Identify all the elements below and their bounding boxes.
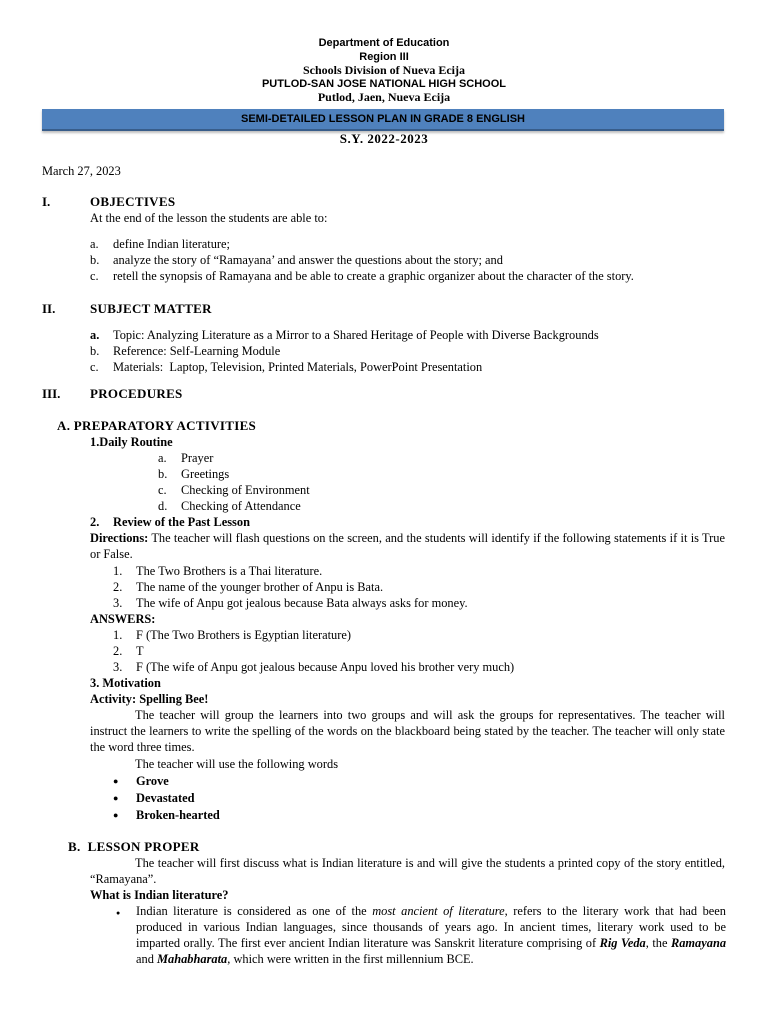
answer-item: F (The Two Brothers is Egyptian literature) [136,628,352,642]
lesson-proper-title: B. LESSON PROPER [68,839,200,854]
subject-item: Materials: Laptop, Television, Printed Materials, PowerPoint Presentation [113,360,483,374]
header-region: Region III [359,51,409,63]
spelling-word: Grove [136,774,169,788]
objective-item: define Indian literature; [113,237,230,251]
answer-marker: 3. [113,660,123,674]
activity-text: The teacher will group the learners into two groups and will ask the groups for representatives. The teacher will instruct the learners to write the spelling of the words on the blackboard being stated by the teacher. The teacher will only state the word three times. [90,708,725,754]
lit-text: Indian literature is considered as one of the [136,904,373,918]
subject-item: Topic: Analyzing Literature as a Mirror to a Shared Heritage of People with Diverse Backgrounds [113,328,599,342]
objective-item: retell the synopsis of Ramayana and be able to create a graphic organizer about the character of the story. [113,269,634,283]
question-marker: 1. [113,564,123,578]
lit-text: and [136,952,157,966]
answer-marker: 1. [113,628,123,642]
header-school: PUTLOD-SAN JOSE NATIONAL HIGH SCHOOL [261,78,507,90]
routine-marker: d. [158,499,168,513]
lesson-plan-banner: SEMI-DETAILED LESSON PLAN IN GRADE 8 ENGLISH [42,109,724,131]
subject-title: SUBJECT MATTER [90,301,212,316]
motivation-title: 3. Motivation [90,676,161,690]
objectives-number: I. [42,194,51,209]
lit-emphasis: most ancient of literature [372,904,505,918]
preparatory-activities-title: A. PREPARATORY ACTIVITIES [57,418,257,433]
subject-marker: b. [90,344,100,358]
routine-item: Checking of Attendance [181,499,301,513]
spelling-word: Devastated [136,791,195,805]
question-marker: 2. [113,580,123,594]
routine-item: Prayer [181,451,214,465]
objective-item: analyze the story of “Ramayana’ and answer the questions about the story; and [113,253,503,267]
routine-marker: b. [158,467,168,481]
question-item: The wife of Anpu got jealous because Bata always asks for money. [136,596,468,610]
routine-marker: a. [158,451,167,465]
lesson-proper-text: The teacher will first discuss what is Indian literature is and will give the students a printed copy of the story entitled, “Ramayana”. [90,856,725,886]
routine-item: Checking of Environment [181,483,310,497]
routine-item: Greetings [181,467,230,481]
objectives-intro: At the end of the lesson the students are able to: [90,211,328,225]
answer-item: T [136,644,144,658]
procedures-number: III. [42,386,61,401]
header-dept: Department of Education [318,37,450,49]
objective-marker: c. [90,269,99,283]
objective-marker: b. [90,253,100,267]
answer-marker: 2. [113,644,123,658]
answer-item: F (The wife of Anpu got jealous because Anpu loved his brother very much) [136,660,515,674]
header-division: Schools Division of Nueva Ecija [302,63,465,77]
review-number: 2. [90,515,100,529]
question-item: The Two Brothers is a Thai literature. [136,564,323,578]
daily-routine-title: 1.Daily Routine [90,435,173,449]
lit-text: , the [645,936,671,950]
bullet-icon: ● [113,793,119,803]
lesson-date: March 27, 2023 [42,164,121,178]
bullet-icon: ● [116,909,121,917]
subject-item: Reference: Self-Learning Module [113,344,281,358]
lit-title-ramayana: Ramayana [670,936,727,950]
subject-marker: c. [90,360,99,374]
review-title: Review of the Past Lesson [113,515,250,529]
subject-marker: a. [90,328,100,342]
objectives-title: OBJECTIVES [90,194,176,209]
what-is-indian-literature: What is Indian literature? [90,888,229,902]
lit-title-rig-veda: Rig Veda [599,936,646,950]
indian-literature-definition [136,903,726,967]
procedures-title: PROCEDURES [90,386,183,401]
lit-text: , which were written in the first millennium BCE. [227,952,474,966]
objective-marker: a. [90,237,99,251]
activity-title: Activity: Spelling Bee! [90,692,209,706]
subject-number: II. [42,301,56,316]
answers-label: ANSWERS: [90,612,156,626]
question-item: The name of the younger brother of Anpu is Bata. [136,580,384,594]
lit-title-mahabharata: Mahabharata [157,952,228,966]
bullet-icon: ● [113,810,119,820]
routine-marker: c. [158,483,167,497]
header-address: Putlod, Jaen, Nueva Ecija [317,90,451,104]
review-directions [90,530,725,562]
lit-text: , refers to the literary work that had been produced in various Indian languages, since thousands of years ago. In ancient times, literary work used to be imparted orally. The first ever ancient Indian literature was Sanskrit literature comprising of [136,904,726,950]
question-marker: 3. [113,596,123,610]
spelling-word: Broken-hearted [136,808,220,822]
school-year: S.Y. 2022-2023 [339,131,429,146]
bullet-icon: ● [113,776,119,786]
directions-label: Directions: [90,531,149,545]
directions-text: The teacher will flash questions on the screen, and the students will identify if the following statements if it is True or False. [90,531,725,561]
words-intro: The teacher will use the following words [135,757,339,771]
